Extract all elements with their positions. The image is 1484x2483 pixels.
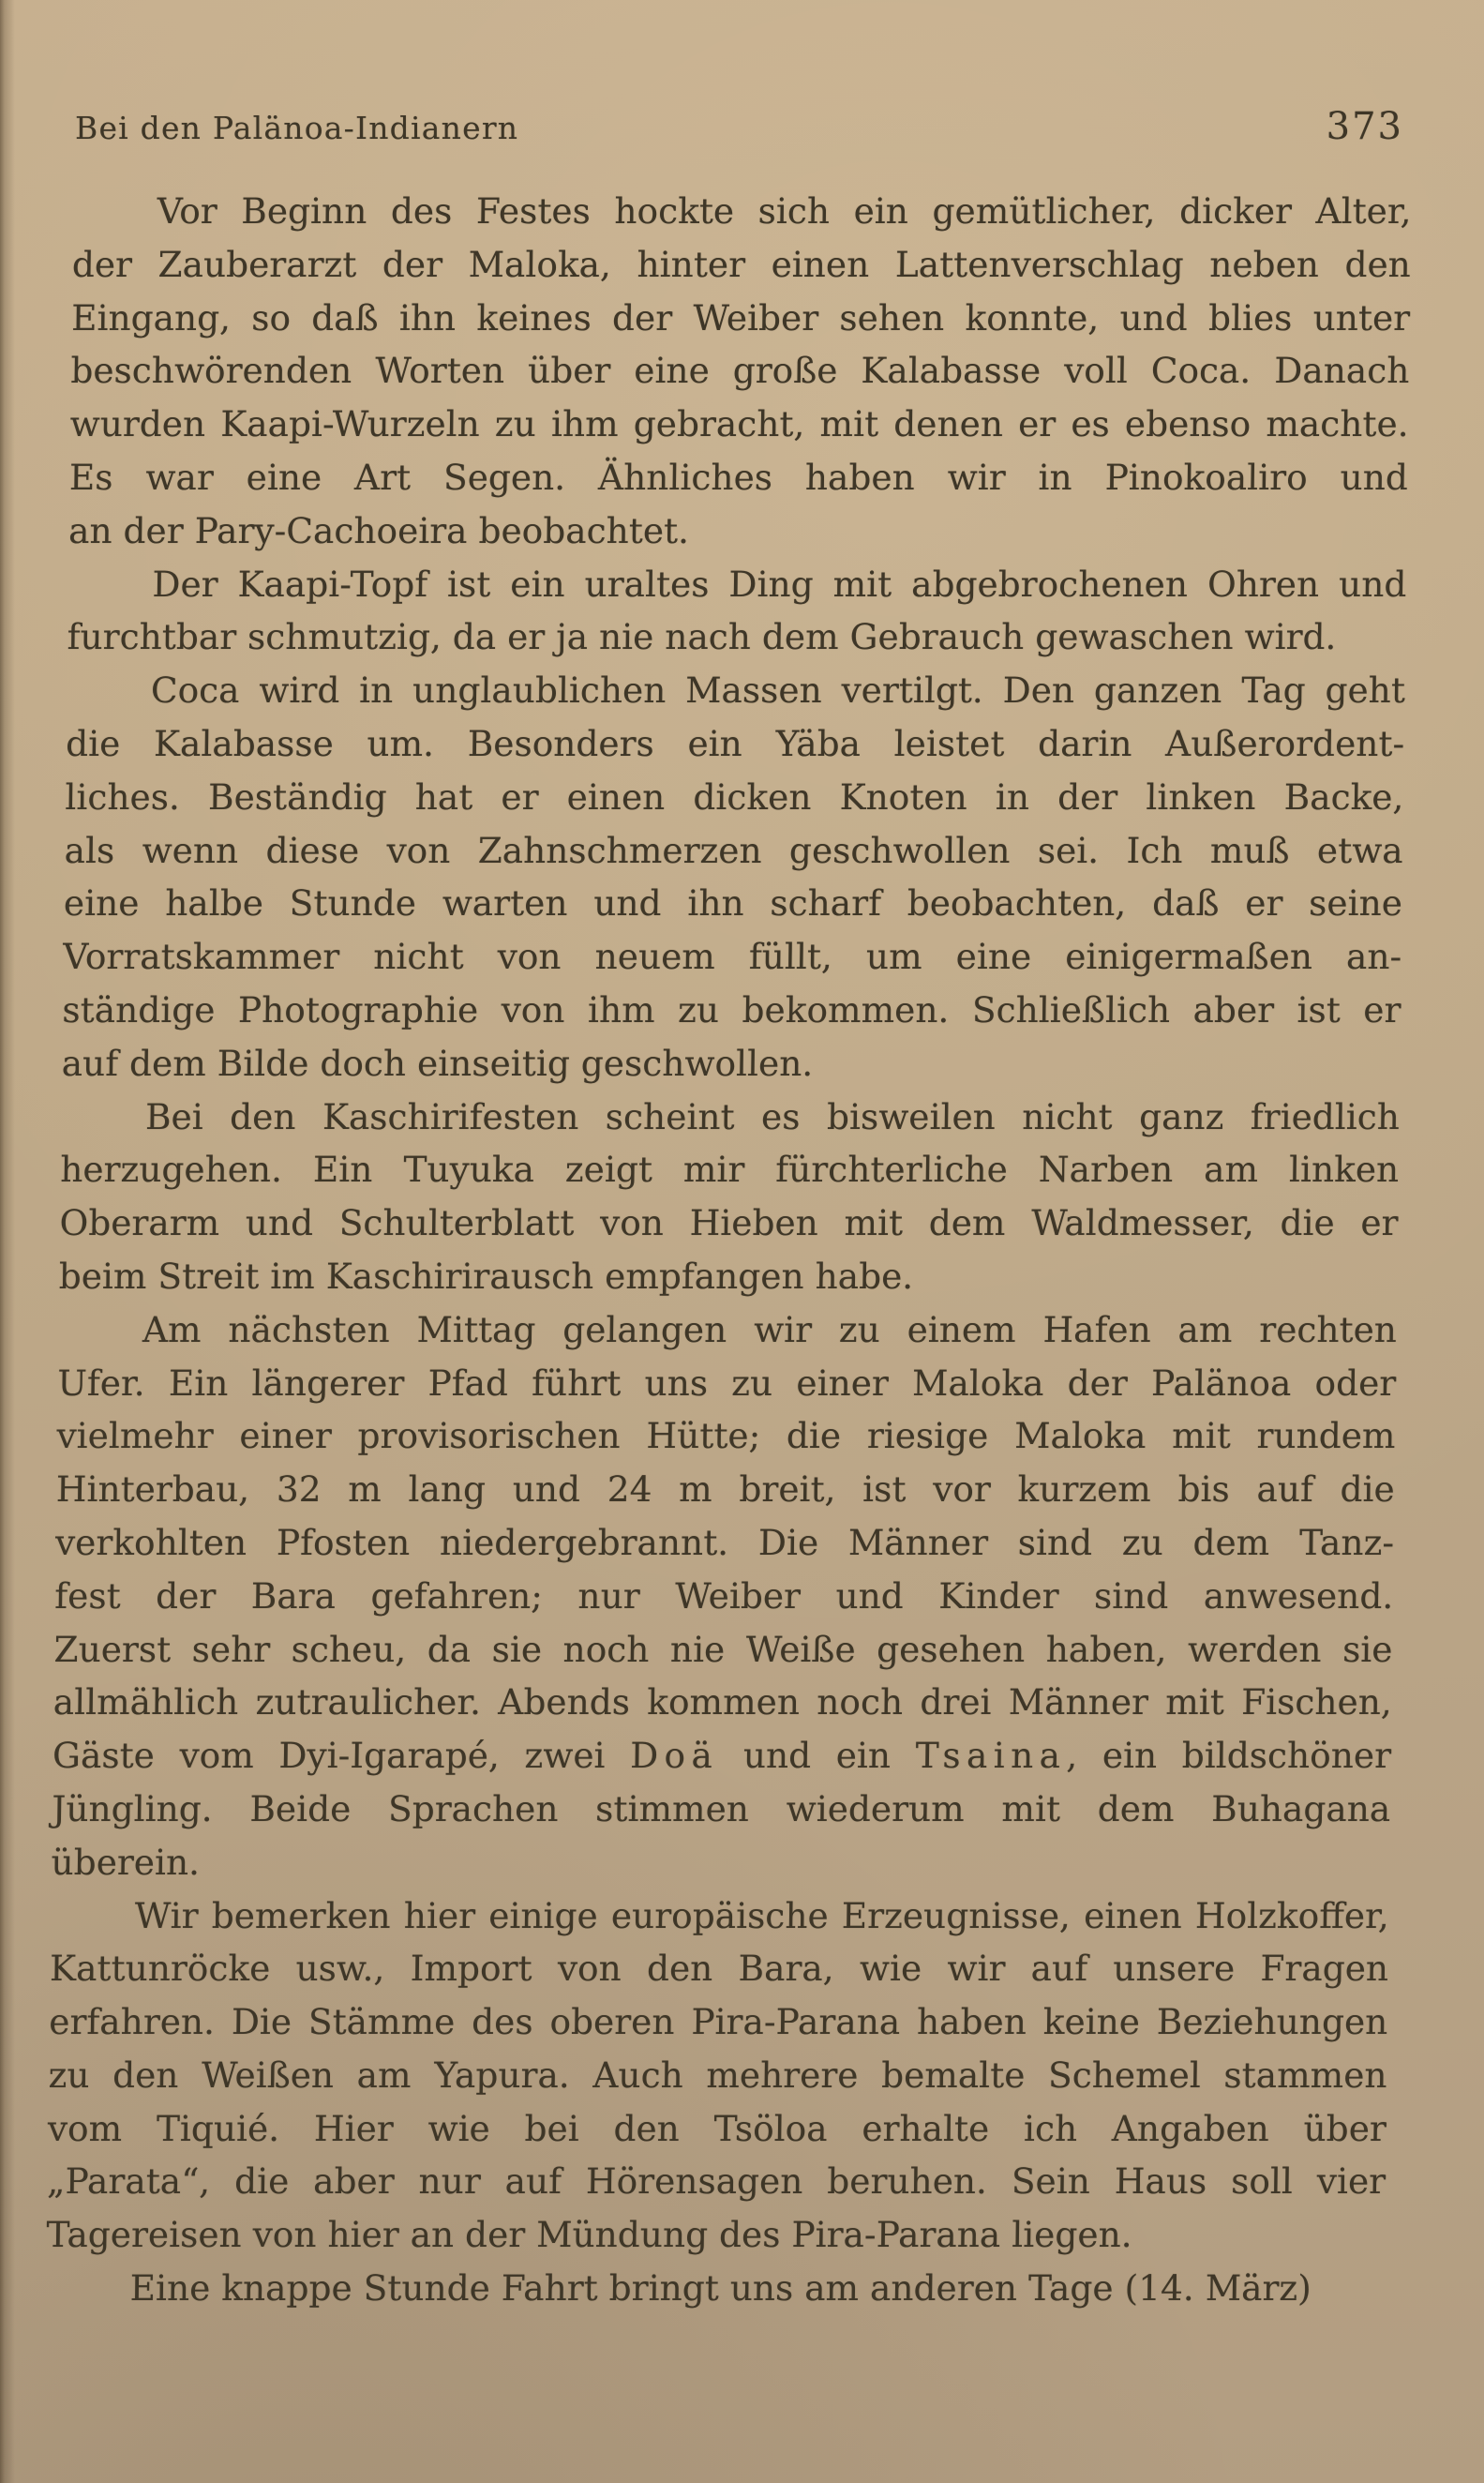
text-line: die Kalabasse um. Besonders ein Yäba leistet darin Außerordent- <box>65 722 1405 764</box>
text-line: vielmehr einer provisorischen Hütte; die riesige Maloka mit rundem <box>56 1415 1396 1457</box>
paragraph <box>45 2262 1385 2315</box>
paragraph <box>51 1303 1397 1889</box>
text-line: Kattunröcke usw., Import von den Bara, wie wir auf unsere Fragen <box>49 1948 1389 1990</box>
text-line: wurden Kaapi-Wurzeln zu ihm gebracht, mit denen er es ebenso machte. <box>69 403 1409 445</box>
text-line: Vor Beginn des Festes hockte sich ein gemütlicher, dicker Alter, <box>157 190 1412 232</box>
text-line: „Parata“, die aber nur auf Hörensagen beruhen. Sein Haus soll vier <box>46 2160 1387 2203</box>
text-line: liches. Beständig hat er einen dicken Knoten in der linken Backe, <box>65 775 1404 818</box>
paragraph <box>46 1889 1389 2263</box>
text-line: beschwörenden Worten über eine große Kalabasse voll Coca. Danach <box>70 350 1410 392</box>
paragraph <box>67 558 1406 665</box>
text-line: Ufer. Ein längerer Pfad führt uns zu einer Maloka der Palänoa oder <box>56 1362 1397 1404</box>
text-line: Hinterbau, 32 m lang und 24 m breit, ist vor kurzem bis auf die <box>55 1468 1396 1511</box>
paragraph <box>58 1091 1400 1303</box>
text-line: Es war eine Art Segen. Ähnliches haben wir in Pinokoaliro und <box>68 456 1409 498</box>
letterspaced-word: Doä <box>629 1735 719 1777</box>
text-line: zu den Weißen am Yapura. Auch mehrere bemalte Schemel stammen <box>48 2054 1387 2096</box>
text-line: furchtbar schmutzig, da er ja nie nach dem Gebrauch gewaschen wird. <box>67 616 1337 658</box>
text-line: überein. <box>51 1841 201 1883</box>
text-line: Am nächsten Mittag gelangen wir zu einem Hafen am rechten <box>142 1308 1398 1350</box>
text-line: Bei den Kaschirifesten scheint es bisweilen nicht ganz friedlich <box>144 1095 1401 1137</box>
text-line: fest der Bara gefahren; nur Weiber und Kinder sind anwesend. <box>54 1574 1394 1617</box>
running-title: Bei den Palänoa-Indianern <box>75 110 519 146</box>
text-line: auf dem Bilde doch einseitig geschwollen. <box>61 1042 814 1084</box>
text-line: Gäste vom Dyi-Igarapé, zwei Doä und ein Tsaina, ein bildschöner <box>52 1735 1392 1777</box>
text-line: Zuerst sehr scheu, da sie noch nie Weiße gesehen haben, werden sie <box>53 1628 1393 1670</box>
text-line: allmählich zutraulicher. Abends kommen noch drei Männer mit Fischen, <box>52 1681 1393 1723</box>
text-line: ständige Photographie von ihm zu bekommen. Schließlich aber ist er <box>62 988 1402 1031</box>
text-line: Eine knappe Stunde Fahrt bringt uns am anderen Tage (14. März) <box>129 2267 1312 2310</box>
text-line: Jüngling. Beide Sprachen stimmen wiederum mit dem Buhagana <box>52 1787 1391 1829</box>
text-line: beim Streit im Kaschirirausch empfangen habe. <box>58 1255 914 1297</box>
text-line: an der Pary-Cachoeira beobachtet. <box>67 509 690 551</box>
page-header <box>75 105 1403 148</box>
text-line: Coca wird in unglaublichen Massen vertilgt. Den ganzen Tag geht <box>150 670 1406 712</box>
page-number: 373 <box>1326 105 1403 148</box>
text-line: Vorratskammer nicht von neuem füllt, um eine einigermaßen an- <box>62 936 1402 978</box>
text-line: Wir bemerken hier einige europäische Erzeugnisse, einen Holzkoffer, <box>134 1894 1390 1936</box>
text-line: Tagereisen von hier an der Mündung des Pira-Parana liegen. <box>46 2214 1132 2256</box>
text-line: Der Kaapi-Topf ist ein uraltes Ding mit abgebrochenen Ohren und <box>152 563 1407 605</box>
paragraph <box>61 664 1405 1090</box>
text-line: herzugehen. Ein Tuyuka zeigt mir fürchterliche Narben am linken <box>59 1149 1400 1191</box>
text-line: eine halbe Stunde warten und ihn scharf beobachten, daß er seine <box>63 882 1403 925</box>
text-line: vom Tiquié. Hier wie bei den Tsöloa erhalte ich Angaben über <box>47 2107 1387 2149</box>
paragraph <box>68 185 1412 558</box>
letterspaced-word: Tsaina <box>915 1735 1067 1777</box>
text-line: erfahren. Die Stämme des oberen Pira-Parana haben keine Beziehungen <box>49 2001 1388 2043</box>
text-block <box>45 185 1412 2315</box>
text-line: verkohlten Pfosten niedergebrannt. Die Männer sind zu dem Tanz- <box>54 1521 1395 1563</box>
text-line: als wenn diese von Zahnschmerzen geschwollen sei. Ich muß etwa <box>64 829 1403 871</box>
text-line: Oberarm und Schulterblatt von Hieben mit dem Waldmesser, die er <box>59 1202 1399 1244</box>
text-line: Eingang, so daß ihn keines der Weiber sehen konnte, und blies unter <box>70 296 1411 339</box>
text-line: der Zauberarzt der Maloka, hinter einen Lattenverschlag neben den <box>71 243 1412 285</box>
